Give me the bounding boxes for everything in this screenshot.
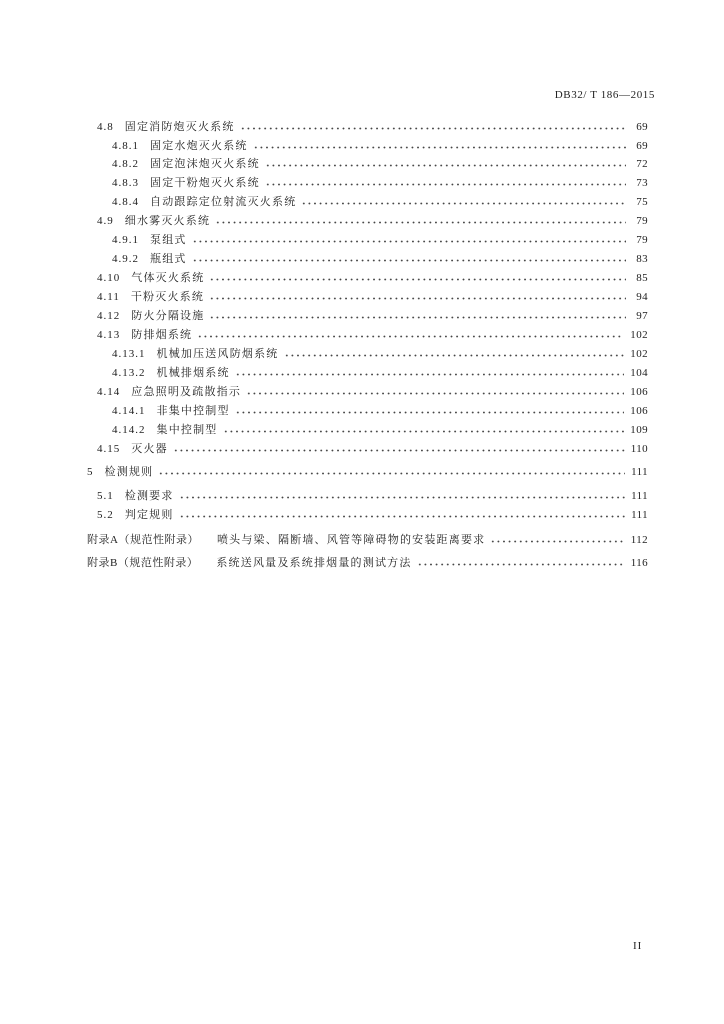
toc-entry-number: 4.8.4 [112,196,139,208]
toc-entry-number: 附录B（规范性附录） [87,557,199,569]
toc-entry-title: 瓶组式 [150,253,187,265]
toc-entry-title: 机械加压送风防烟系统 [156,348,279,360]
toc-entry-title: 自动跟踪定位射流灭火系统 [150,196,297,208]
toc-leader-dots [235,407,625,414]
toc-entry-page: 69 [636,140,648,152]
toc-leader-dots [209,312,626,319]
toc-entry [0,507,648,523]
toc-leader-dots [215,217,626,224]
toc-entry-number: 4.11 [97,291,120,303]
toc-entry-page: 102 [630,329,648,341]
toc-entry-title: 干粉灭火系统 [130,291,205,303]
toc-entry-page: 75 [636,196,648,208]
toc-leader-dots [417,559,625,566]
toc-leader-dots [223,426,625,433]
toc-entry [0,232,648,248]
toc-entry-number: 4.13.2 [112,367,146,379]
toc-entry-number: 4.14 [97,386,121,398]
toc-entry-number: 4.15 [97,443,121,455]
toc-entry [0,251,648,267]
toc-entry [0,175,648,191]
toc-entry-page: 111 [631,466,648,478]
toc-leader-dots [179,492,626,499]
toc-entry-page: 116 [630,557,648,569]
toc-entry-number: 4.9 [97,215,114,227]
toc-entry-title: 防排烟系统 [131,329,193,341]
toc-entry-page: 72 [636,158,648,170]
toc-entry-page: 83 [636,253,648,265]
toc-entry-title: 喷头与梁、隔断墙、风管等障碍物的安装距离要求 [216,534,486,546]
toc-entry-page: 69 [636,121,648,133]
toc-entry-title: 灭火器 [131,443,168,455]
toc-entry [0,138,648,154]
toc-entry-number: 4.13.1 [112,348,146,360]
toc-entry-appendix [0,532,648,548]
toc-entry-page: 111 [631,509,648,521]
toc-leader-dots [265,179,626,186]
toc-entry-title: 集中控制型 [156,424,218,436]
toc-entry [0,289,648,305]
toc-entry-title: 泵组式 [150,234,187,246]
toc-entry-number: 4.13 [97,329,121,341]
toc-leader-dots [265,160,626,167]
toc-entry-title: 应急照明及疏散指示 [131,386,242,398]
toc-entry-page: 106 [630,386,648,398]
toc-entry-title: 机械排烟系统 [156,367,230,379]
toc-leader-dots [192,255,626,262]
toc-entry-number: 4.9.2 [112,253,139,265]
toc-entry-number: 4.12 [97,310,121,322]
toc-leader-dots [173,445,625,452]
toc-leader-dots [490,536,624,543]
toc-entry-title: 气体灭火系统 [131,272,205,284]
toc-entry [0,308,648,324]
toc-leader-dots [284,350,625,357]
toc-leader-dots [209,293,626,300]
toc-entry [0,403,648,419]
toc-entry-page: 94 [636,291,648,303]
toc-entry-title: 系统送风量及系统排烟量的测试方法 [216,557,412,569]
toc-entry-number: 4.8.1 [112,140,139,152]
toc-leader-dots [253,142,626,149]
toc-leader-dots [246,388,624,395]
toc-entry-page: 85 [636,272,648,284]
toc-leader-dots [235,369,625,376]
toc-entry-page: 110 [630,443,648,455]
toc-entry-page: 109 [630,424,648,436]
toc-leader-dots [197,331,624,338]
toc-entry-number: 4.14.1 [112,405,146,417]
toc-entry-page: 79 [636,215,648,227]
toc-entry-page: 104 [630,367,648,379]
toc-entry-page: 102 [630,348,648,360]
toc-entry [0,422,648,438]
toc-leader-dots [209,274,626,281]
toc-entry [0,270,648,286]
toc-entry [0,464,648,480]
toc-entry-title: 非集中控制型 [156,405,230,417]
toc-entry [0,194,648,210]
toc-entry-number: 附录A（规范性附录） [87,534,199,546]
toc-entry-page: 112 [630,534,648,546]
toc-entry-number: 4.8.3 [112,177,139,189]
toc-entry [0,156,648,172]
page-number: II [633,940,643,952]
toc-entry-title: 固定泡沫炮灭火系统 [150,158,260,170]
toc-entry [0,441,648,457]
toc-entry-number: 4.14.2 [112,424,146,436]
toc-entry-number: 4.10 [97,272,121,284]
toc-entry-title: 判定规则 [124,509,174,521]
toc-entry-number: 5.1 [97,490,114,502]
toc-entry-page: 111 [631,490,648,502]
toc-leader-dots [240,123,626,130]
toc-entry-page: 79 [636,234,648,246]
toc-leader-dots [192,236,626,243]
toc-entry-title: 固定消防炮灭火系统 [124,121,235,133]
toc-entry [0,327,648,343]
toc-entry-page: 97 [636,310,648,322]
toc-entry-appendix [0,555,648,571]
toc-entry-title: 细水雾灭火系统 [124,215,211,227]
toc-entry [0,488,648,504]
toc-entry-page: 106 [630,405,648,417]
toc-entry-number: 4.8.2 [112,158,139,170]
toc-entry-title: 固定水炮灭火系统 [150,140,248,152]
toc-leader-dots [158,468,625,475]
toc-entry-page: 73 [636,177,648,189]
toc-leader-dots [301,198,626,205]
toc-entry [0,119,648,135]
toc-entry-number: 4.9.1 [112,234,139,246]
toc-entry [0,384,648,400]
toc-entry-title: 防火分隔设施 [131,310,205,322]
toc-entry-number: 4.8 [97,121,114,133]
toc-entry [0,213,648,229]
toc-entry-title: 检测要求 [124,490,174,502]
document-code: DB32/ T 186—2015 [554,89,655,101]
toc-entry-title: 检测规则 [104,466,154,478]
toc-entry [0,365,648,381]
toc-entry-number: 5 [87,466,94,478]
toc-leader-dots [179,511,626,518]
toc-entry [0,346,648,362]
toc-entry-title: 固定干粉炮灭火系统 [150,177,260,189]
toc-entry-number: 5.2 [97,509,114,521]
